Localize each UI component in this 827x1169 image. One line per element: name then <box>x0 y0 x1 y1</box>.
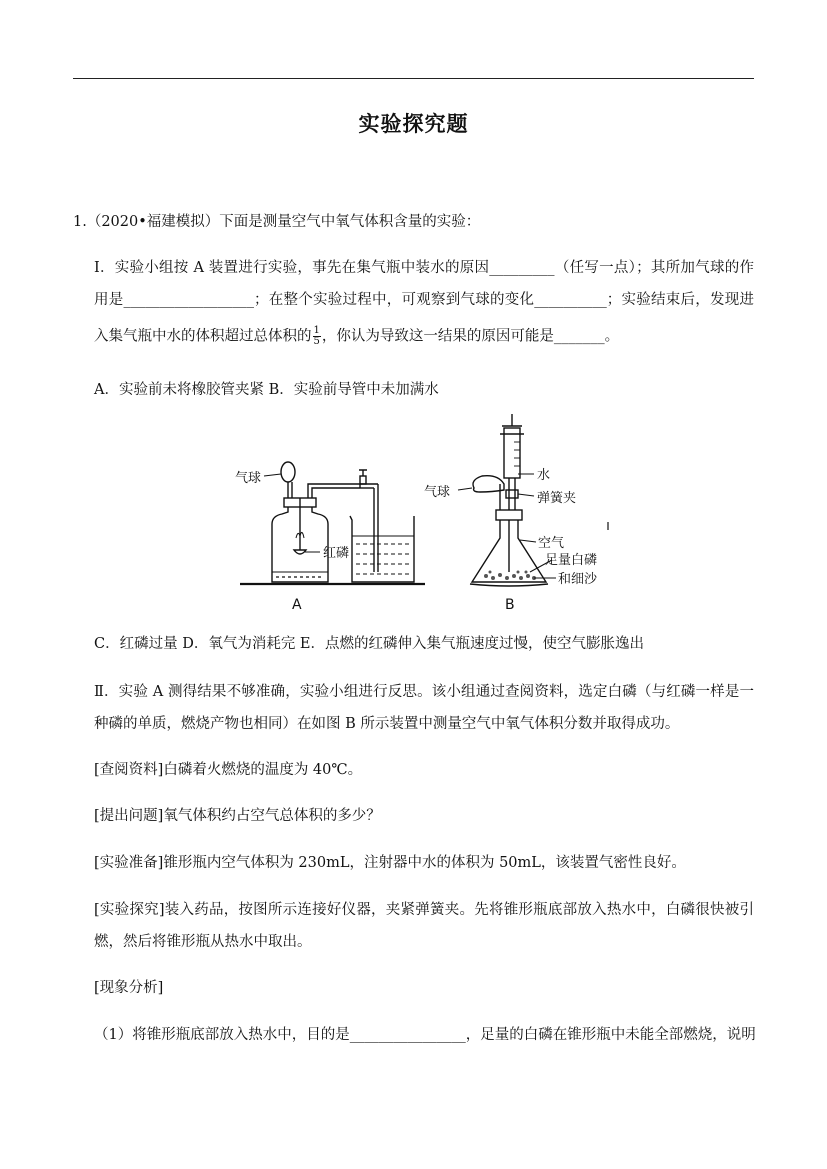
part1-line3 <box>94 326 619 347</box>
explore-line1: [实验探究]装入药品，按图所示连接好仪器，夹紧弹簧夹。先将锥形瓶底部放入热水中，白磷很快被引 <box>94 902 754 918</box>
sub-question-1: （1）将锥形瓶底部放入热水中，目的是________________，足量的白磷在锥形瓶中未能全部燃烧，说明 <box>94 1027 756 1043</box>
analysis-section: [现象分析] <box>94 980 164 996</box>
a-balloon <box>281 462 295 482</box>
b-label-clamp: 弹簧夹 <box>537 491 577 506</box>
a-caption: A <box>292 597 302 613</box>
header-rule <box>73 78 754 79</box>
part2-line2: 种磷的单质，燃烧产物也相同）在如图 B 所示装置中测量空气中氧气体积分数并取得成功。 <box>94 716 680 732</box>
a-clamp <box>360 476 366 484</box>
fraction-numerator: 1 <box>313 325 320 336</box>
a-beaker <box>350 516 414 582</box>
b-label-white-phosphorus: 足量白磷 <box>545 553 598 568</box>
b-syringe-barrel <box>504 428 520 478</box>
b-spring-clamp <box>506 490 518 498</box>
fraction-denominator: 5 <box>313 336 320 347</box>
b-label-water: 水 <box>537 468 551 483</box>
page-title: 实验探究题 <box>358 111 469 136</box>
question-section: [提出问题]氧气体积约占空气总体积的多少？ <box>94 808 381 824</box>
options-a-b: A．实验前未将橡胶管夹紧 B．实验前导管中未加满水 <box>94 382 439 398</box>
part1-line1: Ⅰ．实验小组按 A 装置进行实验，事先在集气瓶中装水的原因_________（任写一点）；其所加气球的作 <box>94 260 754 276</box>
prep-section: [实验准备]锥形瓶内空气体积为 230mL，注射器中水的体积为 50mL，该装置气密性良好。 <box>94 855 686 871</box>
a-label-phosphorus: 红磷 <box>323 546 350 561</box>
info-section: [查阅资料]白磷着火燃烧的温度为 40℃。 <box>94 762 363 778</box>
part1-line3-text-b: ，你认为导致这一结果的原因可能是_______。 <box>321 328 620 345</box>
a-delivery-tube <box>308 484 360 498</box>
question-stem: 1.（2020•福建模拟）下面是测量空气中氧气体积含量的实验： <box>73 214 481 230</box>
options-c-d-e: C．红磷过量 D．氧气为消耗完 E．点燃的红磷伸入集气瓶速度过慢，使空气膨胀逸出 <box>94 636 645 652</box>
explore-line2: 燃，然后将锥形瓶从热水中取出。 <box>94 934 312 950</box>
part2-line1: Ⅱ．实验 A 测得结果不够准确，实验小组进行反思。该小组通过查阅资料，选定白磷（与红磷一样是一 <box>94 684 754 700</box>
b-label-air: 空气 <box>538 536 565 551</box>
a-label-balloon: 气球 <box>235 471 262 486</box>
fraction-one-fifth <box>313 326 321 347</box>
part1-line2: 用是__________________；在整个实验过程中，可观察到气球的变化__________；实验结束后，发现进 <box>94 292 754 308</box>
apparatus-figure <box>200 412 630 617</box>
b-stopper <box>496 510 522 520</box>
b-caption: B <box>505 597 515 613</box>
b-label-sand: 和细沙 <box>558 572 598 587</box>
part1-line3-text-a: 入集气瓶中水的体积超过总体积的 <box>94 328 312 345</box>
b-label-balloon: 气球 <box>424 485 451 500</box>
